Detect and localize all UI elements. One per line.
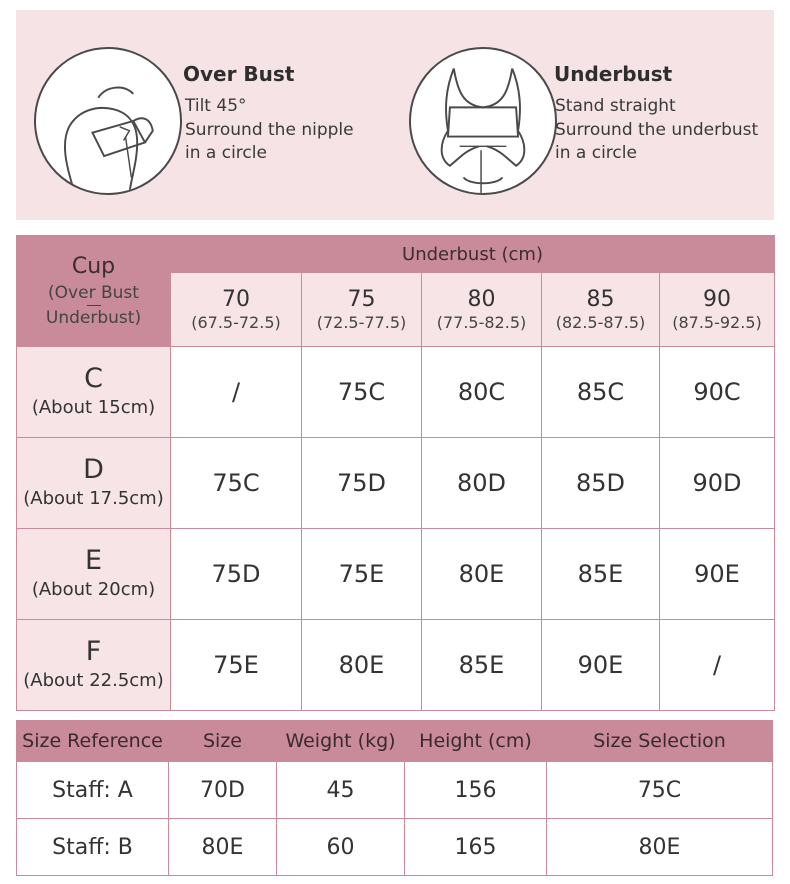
column-size: 85: [586, 286, 615, 312]
over-bust-figure-icon: [36, 49, 180, 193]
column-header-75: [302, 273, 422, 347]
cup-letter: C: [84, 363, 103, 394]
size-cell: 75D: [171, 529, 302, 620]
ref-size: 70D: [169, 762, 277, 819]
underbust-step-2: Surround the underbust: [555, 120, 759, 140]
size-cell: /: [171, 347, 302, 438]
cup-size-table: [16, 235, 775, 711]
ref-header-weight: Weight (kg): [277, 721, 405, 762]
ref-header-height: Height (cm): [405, 721, 547, 762]
size-cell: 90D: [660, 438, 775, 529]
size-cell: 85E: [422, 620, 542, 711]
over-bust-step-1: Tilt 45°: [185, 96, 247, 116]
cup-label-cell: [17, 347, 171, 438]
ref-header-size-selection: Size Selection: [547, 721, 773, 762]
cup-letter: E: [84, 545, 103, 576]
cup-label-cell: [17, 438, 171, 529]
underbust-step-1: Stand straight: [555, 96, 676, 116]
column-range: (67.5-72.5): [191, 312, 281, 332]
cup-letter: F: [85, 636, 102, 667]
cup-row-d: [17, 438, 775, 529]
cup-header-over-bust: (Over Bust: [48, 282, 139, 303]
underbust-step-3: in a circle: [555, 143, 637, 163]
size-cell: 90C: [660, 347, 775, 438]
ref-row-staff-a: [17, 762, 773, 819]
cup-header-label: Cup: [71, 253, 116, 279]
cup-difference: (About 20cm): [31, 579, 156, 600]
ref-row-staff-b: [17, 819, 773, 876]
column-header-85: [542, 273, 660, 347]
column-header-80: [422, 273, 542, 347]
cup-row-e: [17, 529, 775, 620]
over-bust-step-2: Surround the nipple: [185, 120, 354, 140]
size-cell: 85D: [542, 438, 660, 529]
size-cell: 85C: [542, 347, 660, 438]
over-bust-title: Over Bust: [183, 62, 295, 86]
column-range: (82.5-87.5): [555, 312, 646, 332]
column-size: 75: [347, 286, 376, 312]
size-cell: 90E: [660, 529, 775, 620]
ref-weight: 60: [277, 819, 405, 876]
over-bust-step-3: in a circle: [185, 143, 267, 163]
cup-label-cell: [17, 620, 171, 711]
ref-header-size: Size: [169, 721, 277, 762]
ref-size: 80E: [169, 819, 277, 876]
column-range: (72.5-77.5): [316, 312, 407, 332]
size-cell: 90E: [542, 620, 660, 711]
ref-staff: Staff: B: [17, 819, 169, 876]
ref-height: 165: [405, 819, 547, 876]
size-cell: 75E: [302, 529, 422, 620]
cup-header-cell: [17, 236, 171, 347]
ref-staff: Staff: A: [17, 762, 169, 819]
size-cell: 75D: [302, 438, 422, 529]
cup-difference: (About 22.5cm): [23, 670, 164, 691]
underbust-illustration: [409, 47, 557, 195]
cup-letter: D: [83, 454, 104, 485]
column-range: (77.5-82.5): [436, 312, 527, 332]
size-cell: 75C: [302, 347, 422, 438]
size-cell: 85E: [542, 529, 660, 620]
size-cell: 75E: [171, 620, 302, 711]
ref-selection: 75C: [547, 762, 773, 819]
ref-header-size-reference: Size Reference: [17, 721, 169, 762]
underbust-figure-icon: [411, 49, 555, 193]
measure-guide-panel: [16, 10, 774, 220]
column-header-90: [660, 273, 775, 347]
ref-weight: 45: [277, 762, 405, 819]
over-bust-illustration: [34, 47, 182, 195]
column-header-70: [171, 273, 302, 347]
cup-row-f: [17, 620, 775, 711]
cup-label-cell: [17, 529, 171, 620]
size-cell: 80E: [302, 620, 422, 711]
size-cell: 75C: [171, 438, 302, 529]
ref-height: 156: [405, 762, 547, 819]
size-cell: 80D: [422, 438, 542, 529]
size-cell: 80C: [422, 347, 542, 438]
size-cell: /: [660, 620, 775, 711]
cup-header-underbust: Underbust): [45, 307, 142, 328]
column-size: 90: [703, 286, 731, 312]
cup-row-c: [17, 347, 775, 438]
column-size: 80: [467, 286, 496, 312]
underbust-header: Underbust (cm): [171, 236, 775, 273]
column-range: (87.5-92.5): [672, 312, 762, 332]
ref-selection: 80E: [547, 819, 773, 876]
size-reference-table: [16, 720, 773, 876]
column-size: 70: [222, 286, 250, 312]
underbust-title: Underbust: [554, 62, 673, 86]
cup-difference: (About 15cm): [31, 397, 156, 418]
cup-difference: (About 17.5cm): [23, 488, 164, 509]
size-cell: 80E: [422, 529, 542, 620]
